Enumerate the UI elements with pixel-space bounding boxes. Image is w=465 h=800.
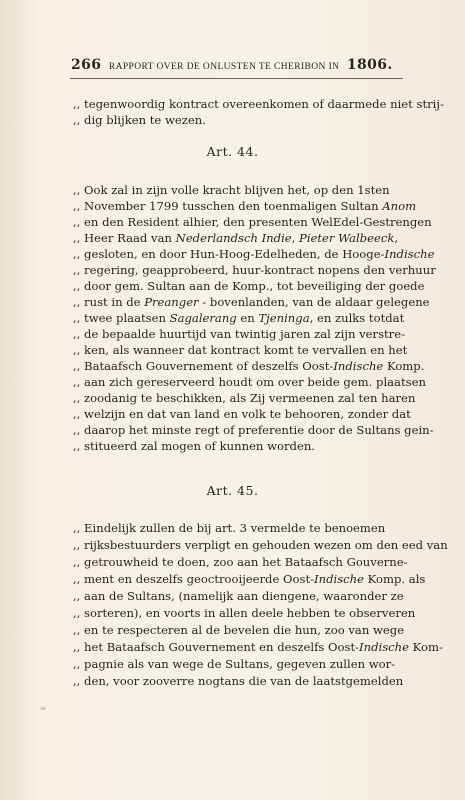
text-line: ,, Ook zal in zijn volle kracht blijven het, op den 1sten [73, 183, 390, 197]
text-line: ,, sorteren), en voorts in allen deele hebben te observeren [73, 606, 416, 620]
text-line: ,, en te respecteren al de bevelen die hun, zoo van wege [73, 623, 405, 637]
text-line: ,, dig blijken te wezen. [73, 113, 206, 127]
paper-spot [40, 707, 46, 710]
text-line: ,, welzijn en dat van land en volk te behooren, zonder dat [73, 407, 411, 421]
text-line: ,, aan zich gereserveerd houdt om over beide gem. plaatsen [73, 375, 426, 389]
text-line: ,, getrouwheid te doen, zoo aan het Bataafsch Gouverne- [73, 555, 408, 569]
text-line: ,, rijksbestuurders verpligt en gehouden wezen om den eed van [73, 538, 448, 552]
text-line: ,, en den Resident alhier, den presenten WelEdel-Gestrengen [73, 215, 432, 229]
text-line: ,, door gem. Sultan aan de Komp., tot beveiliging der goede [73, 279, 425, 293]
text-line: ,, regering, geapprobeerd, huur-kontract nopens den verhuur [73, 263, 436, 277]
text-line: ,, Eindelijk zullen de bij art. 3 vermelde te benoemen [73, 521, 386, 535]
running-year: 1806. [346, 57, 393, 73]
text-line: ,, Bataafsch Gouvernement of deszelfs Oost-Indische Komp. [73, 359, 425, 373]
text-line: ,, daarop het minste regt of preferentie door de Sultans gein- [73, 423, 434, 437]
text-line: ,, pagnie als van wege de Sultans, gegeven zullen wor- [73, 657, 396, 671]
header-rule [70, 78, 403, 79]
text-line: ,, Heer Raad van Nederlandsch Indie, Pieter Walbeeck, [73, 231, 399, 245]
text-line: ,, aan de Sultans, (namelijk aan diengene, waaronder ze [73, 589, 404, 603]
text-line: ,, tegenwoordig kontract overeenkomen of daarmede niet strij- [73, 97, 444, 111]
running-title: RAPPORT OVER DE ONLUSTEN TE CHERIBON IN [108, 62, 340, 72]
article-heading: Art. 44. [206, 144, 259, 159]
text-line: ,, gesloten, en door Hun-Hoog-Edelheden, de Hooge-Indische [73, 247, 435, 261]
text-line: ,, November 1799 tusschen den toenmaligen Sultan Anom [73, 199, 417, 213]
text-line: ,, rust in de Preanger - bovenlanden, van de aldaar gelegene [73, 295, 430, 309]
text-line: ,, ment en deszelfs geoctrooijeerde Oost-Indische Komp. als [73, 572, 426, 586]
text-line: ,, den, voor zooverre nogtans die van de laatstgemelden [73, 674, 404, 688]
article-heading: Art. 45. [206, 483, 259, 498]
text-line: ,, de bepaalde huurtijd van twintig jaren zal zijn verstre- [73, 327, 406, 341]
text-line: ,, ken, als wanneer dat kontract komt te vervallen en het [73, 343, 408, 357]
page-number: 266 [71, 57, 102, 73]
text-line: ,, stitueerd zal mogen of kunnen worden. [73, 439, 315, 453]
running-header [71, 57, 401, 73]
text-line: ,, twee plaatsen Sagalerang en Tjeninga, en zulks totdat [73, 311, 405, 325]
text-line: ,, het Bataafsch Gouvernement en deszelfs Oost-Indische Kom- [73, 640, 443, 654]
text-line: ,, zoodanig te beschikken, als Zij vermeenen zal ten haren [73, 391, 416, 405]
